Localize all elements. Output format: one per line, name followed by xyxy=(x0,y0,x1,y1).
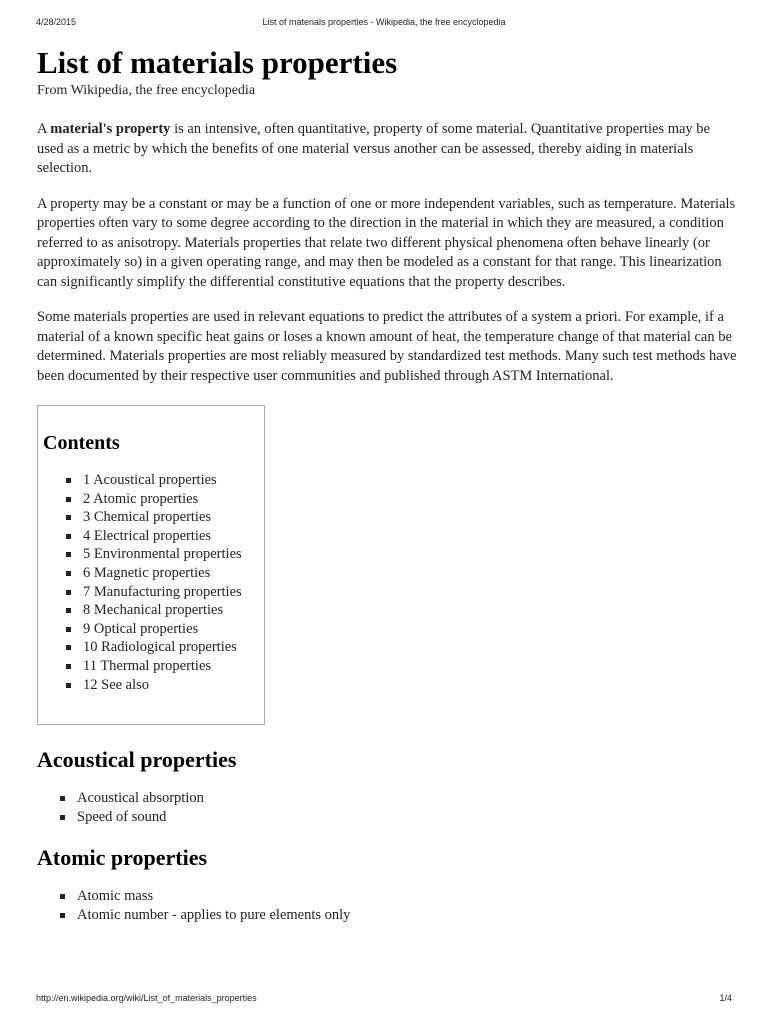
print-header xyxy=(36,17,732,31)
list-item[interactable]: Atomic number - applies to pure elements only xyxy=(37,906,737,925)
intro-lead-term: material's property xyxy=(50,121,171,137)
site-tagline: From Wikipedia, the free encyclopedia xyxy=(37,83,256,98)
section-heading-atomic: Atomic properties xyxy=(37,845,208,871)
table-of-contents xyxy=(37,405,265,725)
toc-item-thermal[interactable]: 11 Thermal properties xyxy=(43,657,264,676)
toc-item-acoustical[interactable]: 1 Acoustical properties xyxy=(43,471,264,490)
toc-item-atomic[interactable]: 2 Atomic properties xyxy=(43,490,264,509)
toc-item-electrical[interactable]: 4 Electrical properties xyxy=(43,527,264,546)
toc-item-manufacturing[interactable]: 7 Manufacturing properties xyxy=(43,583,264,602)
print-page-title: List of materials properties - Wikipedia, the free encyclopedia xyxy=(262,17,506,27)
page-title: List of materials properties xyxy=(37,45,398,80)
atomic-list xyxy=(37,887,737,924)
list-item[interactable]: Speed of sound xyxy=(37,808,737,827)
intro-lead-prefix: A xyxy=(37,121,51,137)
article-content xyxy=(37,44,737,924)
intro-lead-rest: is an intensive, often quantitative, property of some material. Quantitative properties may be used as a metric by which the benefits of one material versus another can be assessed, thereby aiding in materials selection. xyxy=(37,121,710,176)
print-url: http://en.wikipedia.org/wiki/List_of_materials_properties xyxy=(36,993,257,1003)
acoustical-list xyxy=(37,789,737,826)
print-date: 4/28/2015 xyxy=(36,17,77,27)
toc-item-see-also[interactable]: 12 See also xyxy=(43,676,264,695)
toc-item-magnetic[interactable]: 6 Magnetic properties xyxy=(43,564,264,583)
toc-item-optical[interactable]: 9 Optical properties xyxy=(43,620,264,639)
print-footer xyxy=(36,993,732,1007)
toc-item-chemical[interactable]: 3 Chemical properties xyxy=(43,508,264,527)
toc-list xyxy=(43,471,264,694)
toc-item-environmental[interactable]: 5 Environmental properties xyxy=(43,545,264,564)
section-heading-acoustical: Acoustical properties xyxy=(37,747,237,772)
paragraph-3: Some materials properties are used in relevant equations to predict the attributes of a system a priori. For example, if a material of a known specific heat gains or loses a known amount of heat, the temperature change of that material can be determined. Materials properties are most reliably measured by standardized test methods. Many such test methods have been documented by their respective user communities and published through ASTM International. xyxy=(37,309,737,384)
print-page-number: 1/4 xyxy=(719,993,732,1003)
intro-paragraph xyxy=(37,120,737,179)
toc-item-radiological[interactable]: 10 Radiological properties xyxy=(43,638,264,657)
list-item[interactable]: Acoustical absorption xyxy=(37,789,737,808)
list-item[interactable]: Atomic mass xyxy=(37,887,737,906)
toc-title: Contents xyxy=(43,432,120,454)
paragraph-2: A property may be a constant or may be a function of one or more independent variables, such as temperature. Materials properties often vary to some degree according to the direction in the material in which they are measured, a condition referred to as anisotropy. Materials properties that relate two different physical phenomena often behave linearly (or approximately so) in a given operating range, and may then be modeled as a constant for that range. This linearization can significantly simplify the differential constitutive equations that the property describes. xyxy=(37,195,736,290)
toc-item-mechanical[interactable]: 8 Mechanical properties xyxy=(43,601,264,620)
